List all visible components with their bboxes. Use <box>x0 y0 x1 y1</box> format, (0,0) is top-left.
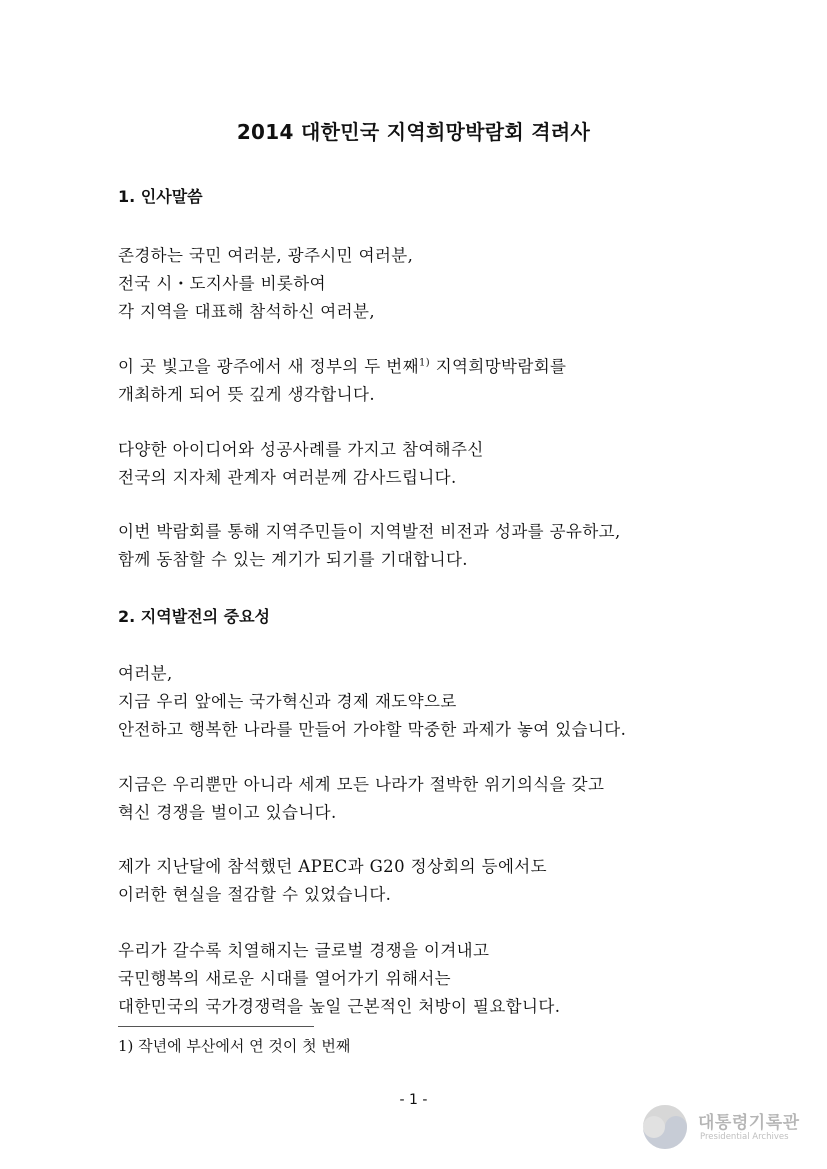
section-heading-greeting: 1. 인사말씀 <box>118 187 203 206</box>
paragraph-line: 이번 박람회를 통해 지역주민들이 지역발전 비전과 성과를 공유하고, <box>118 522 621 541</box>
paragraph-line: 존경하는 국민 여러분, 광주시민 여러분, <box>118 246 414 265</box>
archive-watermark <box>640 1102 820 1154</box>
archive-name: 대통령기록관 <box>698 1113 800 1133</box>
paragraph-line: 혁신 경쟁을 벌이고 있습니다. <box>118 803 337 822</box>
paragraph-line: 여러분, <box>118 664 173 683</box>
section-heading-regional-development: 2. 지역발전의 중요성 <box>118 607 270 626</box>
footnote-marker: 1) <box>418 357 431 369</box>
taegeuk-logo-icon <box>640 1102 690 1152</box>
paragraph-line: 전국 시・도지사를 비롯하여 <box>118 274 326 293</box>
paragraph-line: 지금은 우리뿐만 아니라 세계 모든 나라가 절박한 위기의식을 갖고 <box>118 775 605 794</box>
paragraph-line-tail: 지역희망박람회를 <box>435 357 567 376</box>
paragraph-line: 전국의 지자체 관계자 여러분께 감사드립니다. <box>118 468 457 487</box>
paragraph-line: 함께 동참할 수 있는 계기가 되기를 기대합니다. <box>118 550 468 569</box>
paragraph-line: 우리가 갈수록 치열해지는 글로벌 경쟁을 이겨내고 <box>118 941 490 960</box>
paragraph-line: 대한민국의 국가경쟁력을 높일 근본적인 처방이 필요합니다. <box>118 997 561 1016</box>
paragraph-line: 안전하고 행복한 나라를 만들어 가야할 막중한 과제가 놓여 있습니다. <box>118 720 627 739</box>
footnote: 1) 작년에 부산에서 연 것이 첫 번째 <box>118 1037 351 1055</box>
paragraph-line: 개최하게 되어 뜻 깊게 생각합니다. <box>118 385 375 404</box>
paragraph-line: 국민행복의 새로운 시대를 열어가기 위해서는 <box>118 969 452 988</box>
paragraph-line: 지금 우리 앞에는 국가혁신과 경제 재도약으로 <box>118 692 457 711</box>
paragraph-line: 이 곳 빛고을 광주에서 새 정부의 두 번째 <box>118 357 419 376</box>
paragraph-line: 제가 지난달에 참석했던 APEC과 G20 정상회의 등에서도 <box>118 857 547 876</box>
paragraph-line: 각 지역을 대표해 참석하신 여러분, <box>118 302 375 321</box>
paragraph-line: 다양한 아이디어와 성공사례를 가지고 참여해주신 <box>118 440 484 459</box>
document-title: 2014 대한민국 지역희망박람회 격려사 <box>236 120 591 144</box>
footnote-divider <box>118 1026 314 1027</box>
archive-subtitle: Presidential Archives <box>700 1132 789 1142</box>
paragraph-line: 이러한 현실을 절감할 수 있었습니다. <box>118 885 392 904</box>
paragraph-line-with-footnote <box>118 353 566 377</box>
page-number: - 1 - <box>399 1092 428 1108</box>
